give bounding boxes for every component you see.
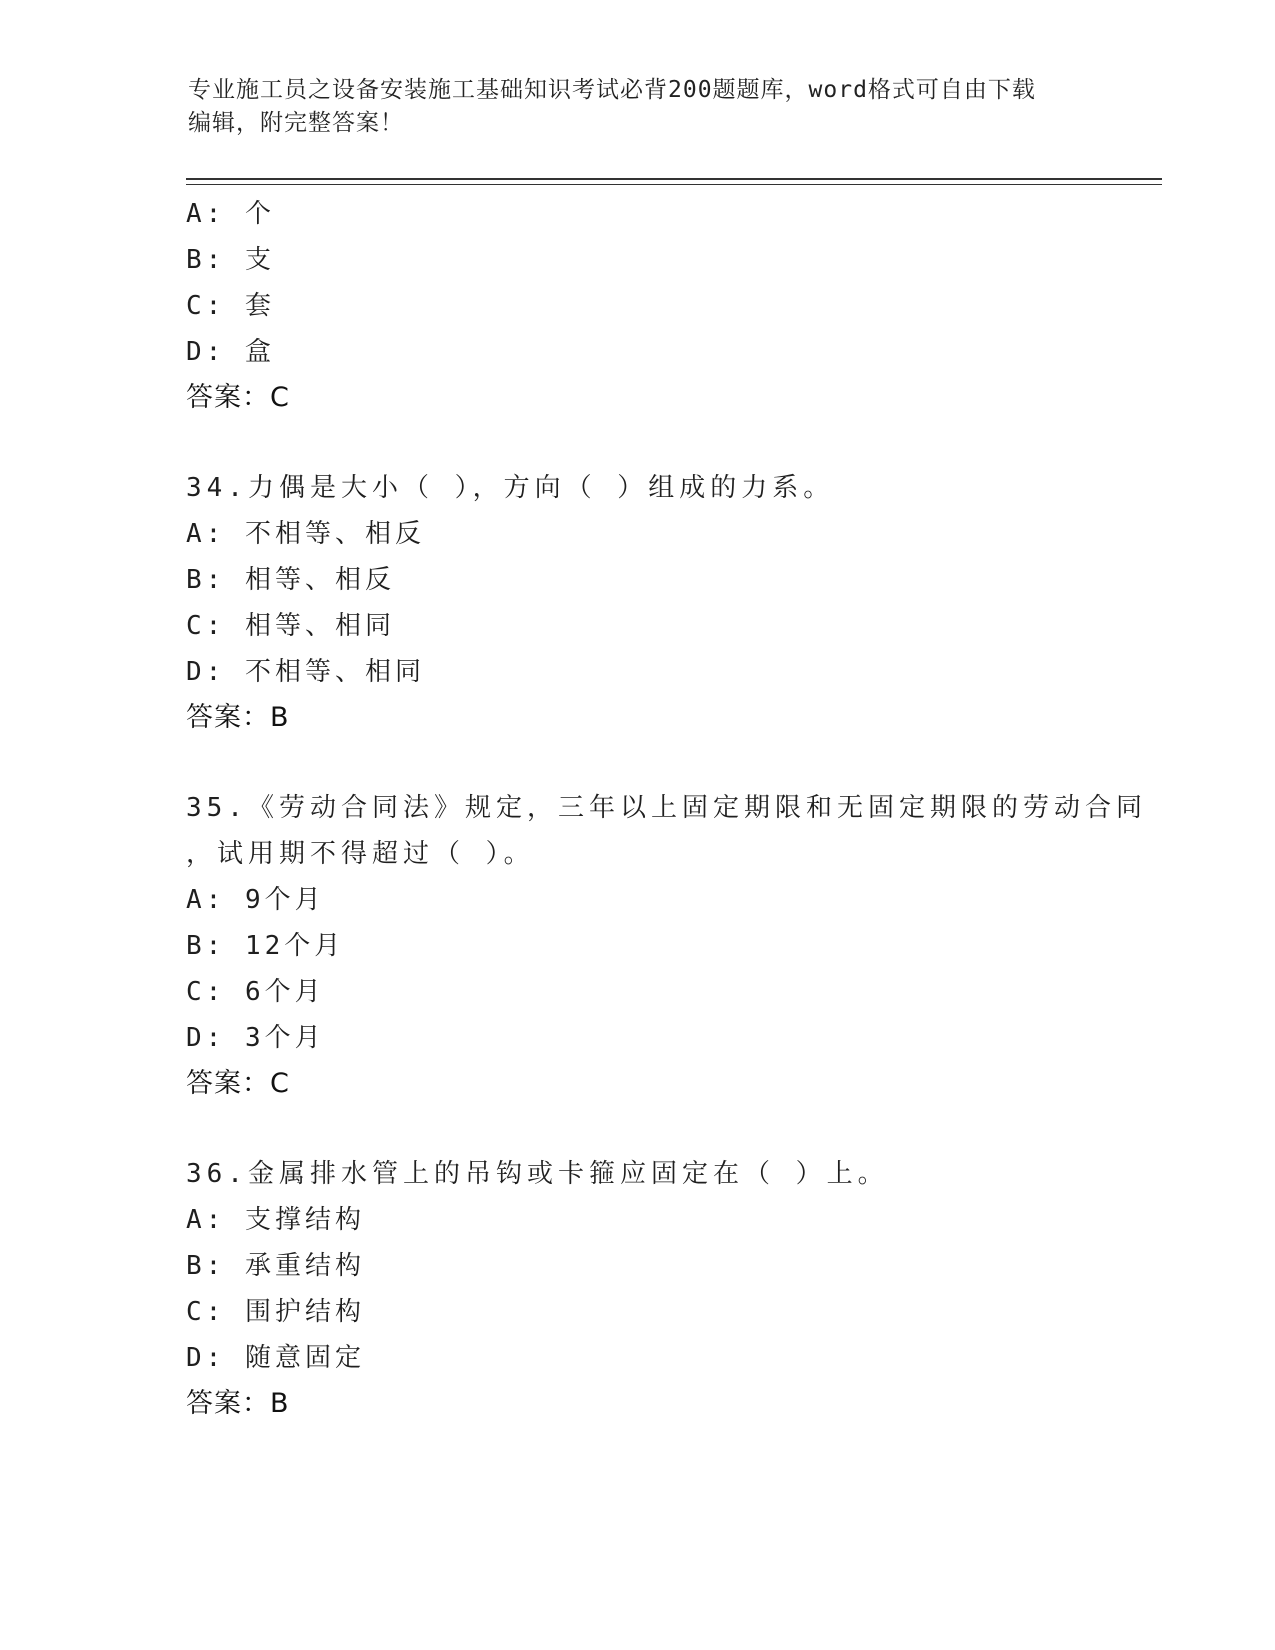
question-36 [186, 1151, 1146, 1427]
header-rule-bottom [186, 184, 1162, 185]
option-b: B: 支 [186, 245, 275, 275]
option-d: D: 不相等、相同 [186, 657, 425, 687]
document-body [186, 191, 1146, 1427]
option-b: B: 承重结构 [186, 1251, 365, 1281]
option-c: C: 相等、相同 [186, 611, 395, 641]
option-a: A: 个 [186, 199, 275, 229]
option-d: D: 盒 [186, 337, 275, 367]
question-text: 34.力偶是大小（ ），方向（ ）组成的力系。 [186, 473, 835, 503]
question-35 [186, 785, 1146, 1107]
header-title-line2: 编辑，附完整答案！ [188, 110, 404, 136]
option-a: A: 不相等、相反 [186, 519, 425, 549]
option-d: D: 3个月 [186, 1023, 325, 1053]
option-c: C: 6个月 [186, 977, 325, 1007]
answer: 答案：B [186, 1388, 290, 1419]
option-a: A: 9个月 [186, 885, 325, 915]
question-34 [186, 465, 1146, 741]
option-a: A: 支撑结构 [186, 1205, 365, 1235]
question-33-continued [186, 191, 1146, 421]
option-b: B: 12个月 [186, 931, 345, 961]
option-b: B: 相等、相反 [186, 565, 395, 595]
option-d: D: 随意固定 [186, 1343, 365, 1373]
answer: 答案：C [186, 1068, 290, 1099]
question-text-line2: ，试用期不得超过（ ）。 [186, 839, 535, 869]
answer: 答案：B [186, 702, 290, 733]
question-text-line1: 35.《劳动合同法》规定，三年以上固定期限和无固定期限的劳动合同 [186, 793, 1147, 823]
document-header [188, 74, 1108, 140]
answer: 答案：C [186, 382, 290, 413]
option-c: C: 套 [186, 291, 275, 321]
question-text: 36.金属排水管上的吊钩或卡箍应固定在（ ）上。 [186, 1159, 889, 1189]
header-rule-top [186, 178, 1162, 180]
header-title-line1: 专业施工员之设备安装施工基础知识考试必背200题题库，word格式可自由下载 [188, 77, 1036, 103]
option-c: C: 围护结构 [186, 1297, 365, 1327]
